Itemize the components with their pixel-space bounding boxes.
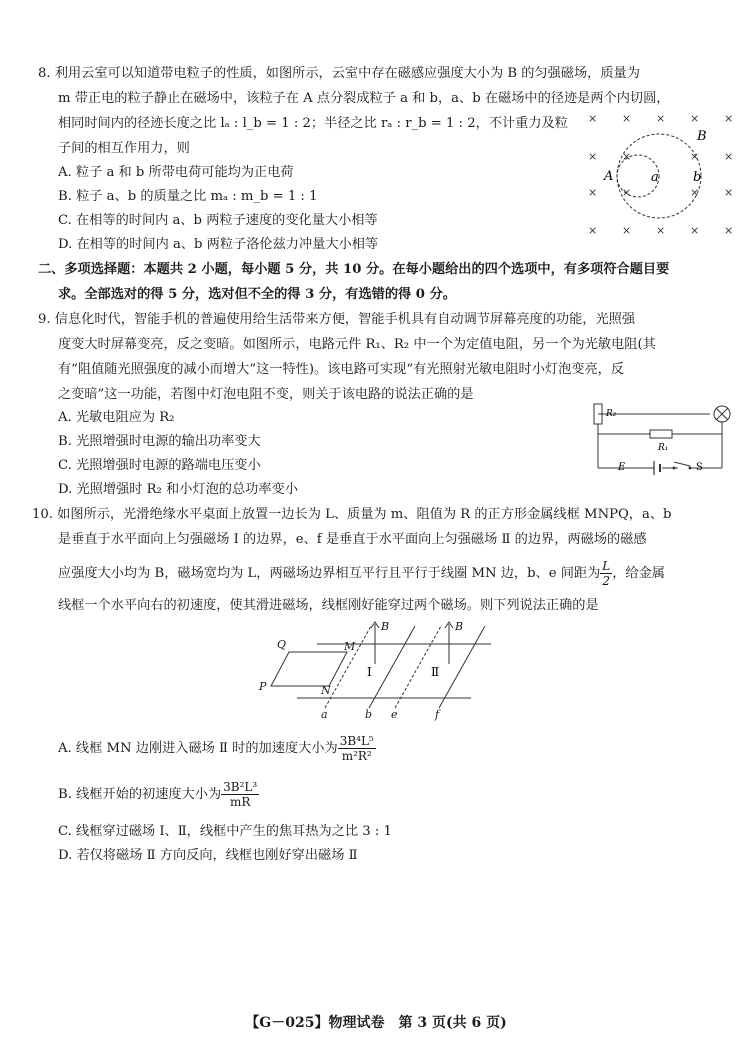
svg-text:×: × — [724, 150, 734, 163]
q10-label-q: Q — [277, 638, 287, 651]
q8-line-2: m 带正电的粒子静止在磁场中，该粒子在 A 点分裂成粒子 a 和 b，a、b 在磁场中的径迹是两个内切圆， — [58, 91, 670, 106]
q9-line-4: 之变暗”这一功能，若图中灯泡电阻不变，则关于该电路的说法正确的是 — [58, 387, 474, 402]
svg-text:×: × — [690, 186, 700, 199]
svg-text:×: × — [588, 224, 598, 237]
q8-label-a: a — [651, 170, 659, 185]
q10-label-n: N — [321, 684, 331, 697]
q8-line-1: 8. 利用云室可以知道带电粒子的性质，如图所示，云室中存在磁感应强度大小为 B 的匀强磁场，质量为 — [38, 66, 640, 81]
q10-line-3: 应强度大小均为 B，磁场宽均为 L，两磁场边界相互平行且平行于线圈 MN 边，b、e 间距为 $\frac{L}{2}$ ，给金属 — [58, 559, 665, 588]
svg-text:×: × — [656, 112, 666, 125]
q10-option-b-fraction: $\frac{\text{3B²L³}}{mR}$ — [223, 780, 258, 809]
q9-label-e: E — [618, 462, 626, 473]
q9-line-2: 度变大时屏幕变亮，反之变暗。如图所示，电路元件 R₁、R₂ 中一个为定值电阻，另一个为光敏电阻(其 — [58, 337, 656, 352]
q9-label-s: S — [696, 462, 703, 473]
q10-label-p: P — [259, 680, 267, 693]
svg-text:×: × — [724, 112, 734, 125]
q8-label-B: B — [697, 129, 707, 144]
q10-label-a: a — [321, 708, 328, 721]
svg-text:×: × — [622, 150, 632, 163]
q10-label-region-1: Ⅰ — [367, 665, 372, 679]
q10-option-c: C. 线框穿过磁场 Ⅰ、Ⅱ，线框中产生的焦耳热为之比 3 : 1 — [58, 824, 392, 839]
q9-circuit-figure — [594, 398, 734, 476]
q10-option-b: B. 线框开始的初速度大小为 $\frac{\text{3B²L³}}{mR}$ — [58, 780, 258, 809]
q10-option-a-fraction: $\frac{\text{3B⁴L⁵}}{\text{m²R²}}$ — [339, 734, 374, 763]
q10-line-2: 是垂直于水平面向上匀强磁场 Ⅰ 的边界，e、f 是垂直于水平面向上匀强磁场 Ⅱ 的边界，两磁场的磁感 — [58, 532, 647, 547]
svg-text:×: × — [588, 186, 598, 199]
q8-line-4: 子间的相互作用力，则 — [58, 141, 190, 156]
q8-option-b: B. 粒子 a、b 的质量之比 mₐ : m_b = 1 : 1 — [58, 189, 318, 204]
svg-text:×: × — [690, 112, 700, 125]
svg-text:×: × — [690, 150, 700, 163]
q9-r1-resistor — [650, 430, 672, 438]
q10-option-d: D. 若仅将磁场 Ⅱ 方向反向，线框也刚好穿出磁场 Ⅱ — [58, 848, 358, 863]
svg-text:×: × — [622, 186, 632, 199]
svg-text:×: × — [622, 112, 632, 125]
svg-text:×: × — [724, 186, 734, 199]
q10-option-a: A. 线框 MN 边刚进入磁场 Ⅱ 时的加速度大小为 $\frac{\text{3B⁴L⁵}}{\text{m²R²}}$ — [58, 734, 374, 763]
svg-text:×: × — [622, 224, 632, 237]
section-2-line-1: 二、多项选择题：本题共 2 小题，每小题 5 分，共 10 分。在每小题给出的四个选项中，有多项符合题目要 — [38, 262, 670, 277]
q8-label-A: A — [604, 169, 614, 184]
q8-option-a: A. 粒子 a 和 b 所带电荷可能均为正电荷 — [58, 165, 294, 180]
svg-text:×: × — [690, 224, 700, 237]
q8-label-b: b — [693, 170, 702, 185]
q10-line-1: 10. 如图所示，光滑绝缘水平桌面上放置一边长为 L、质量为 m、阻值为 R 的正方形金属线框 MNPQ，a、b — [32, 507, 672, 522]
page-footer: 【G－025】物理试卷 第 3 页(共 6 页) — [245, 1015, 507, 1031]
q10-line-4: 线框一个水平向右的初速度，使其滑进磁场，线框刚好能穿过两个磁场。则下列说法正确的是 — [58, 598, 599, 613]
q10-label-b: b — [365, 708, 373, 721]
q8-cloud-chamber-figure — [580, 110, 740, 240]
q10-label-region-2: Ⅱ — [431, 665, 440, 679]
svg-text:×: × — [588, 150, 598, 163]
q8-option-d: D. 在相等的时间内 a、b 两粒子洛伦兹力冲量大小相等 — [58, 237, 379, 252]
q10-fraction-l-over-2: $\frac{L}{2}$ — [602, 559, 611, 588]
q9-label-r2: R₂ — [606, 409, 617, 419]
q10-label-b2: B — [455, 620, 464, 633]
q9-label-r1: R₁ — [658, 443, 669, 453]
q8-line-3: 相同时间内的径迹长度之比 lₐ : l_b = 1 : 2；半径之比 rₐ : r_b = 1 : 2，不计重力及粒 — [58, 116, 568, 131]
q9-option-a: A. 光敏电阻应为 R₂ — [58, 410, 175, 425]
q9-line-1: 9. 信息化时代，智能手机的普遍使用给生活带来方便，智能手机具有自动调节屏幕亮度的功能，光照强 — [38, 312, 636, 327]
q9-option-b: B. 光照增强时电源的输出功率变大 — [58, 434, 261, 449]
q9-option-d: D. 光照增强时 R₂ 和小灯泡的总功率变小 — [58, 482, 298, 497]
svg-text:×: × — [656, 224, 666, 237]
q8-option-c: C. 在相等的时间内 a、b 两粒子速度的变化量大小相等 — [58, 213, 378, 228]
q10-label-e: e — [391, 708, 398, 721]
svg-text:×: × — [588, 112, 598, 125]
q9-line-3: 有“阻值随光照强度的减小而增大”这一特性)。该电路可实现“有光照射光敏电阻时小灯泡变亮，反 — [58, 362, 625, 377]
section-2-line-2: 求。全部选对的得 5 分，选对但不全的得 3 分，有选错的得 0 分。 — [58, 287, 456, 302]
q10-label-m: M — [344, 640, 356, 653]
q10-square-loop — [271, 652, 347, 686]
svg-text:×: × — [724, 224, 734, 237]
q10-label-f: f — [435, 708, 440, 721]
q9-option-c: C. 光照增强时电源的路端电压变小 — [58, 458, 261, 473]
q10-magnetic-field-figure — [255, 620, 505, 720]
q10-label-b1: B — [381, 620, 390, 633]
